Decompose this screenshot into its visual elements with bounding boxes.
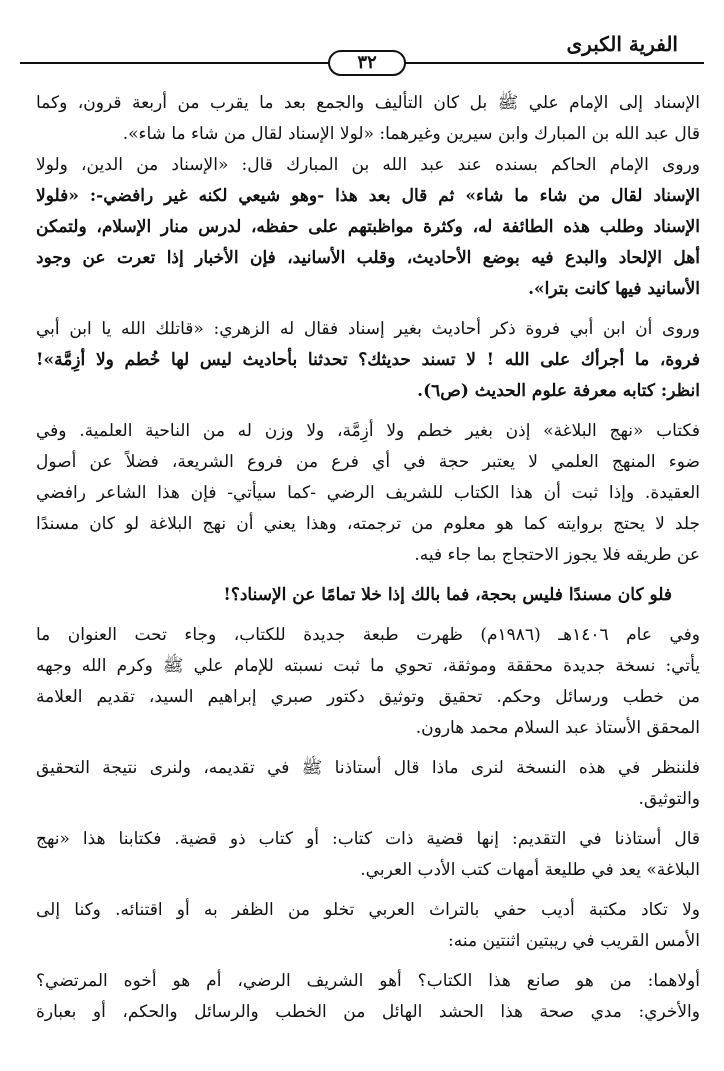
text-line: الإسناد إلى الإمام علي ﷺ بل كان التأليف والجمع بعد ما يقرب من أربعة قرون، وكما <box>36 93 700 113</box>
text-line: المحقق الأستاذ عبد السلام محمد هارون. <box>415 718 700 738</box>
text-line: ولا تكاد مكتبة أديب حفي بالتراث العربي تخلو من الظفر به أو اقتنائه. وكنا إلى <box>36 900 700 920</box>
text-line: الإسناد وطلب هذه الطائفة له، وكثرة مواظبتهم على حفظه، لدرس منار الإسلام، ولتمكن <box>36 217 700 237</box>
text-line: فروة، ما أجرأك على الله ! لا تسند حديثك؟ تحدثنا بأحاديث ليس لها خُطم ولا أزِمَّة»! <box>36 350 700 370</box>
text-line: عن طريقه فلا يجوز الاحتجاج بما جاء فيه. <box>414 545 700 565</box>
running-title: الفرية الكبرى <box>566 32 678 56</box>
text-line: العقيدة. وإذا ثبت أن هذا الكتاب للشريف الرضي -كما سيأتي- فإن هذا الشاعر رافضي <box>36 483 700 503</box>
text-line: والأخري: مدي صحة هذا الحشد الهائل من الخطب والرسائل والحكم، أو بعبارة <box>36 1002 700 1022</box>
text-line: الأمس القريب في ريبتين اثنتين منه: <box>448 931 700 951</box>
text-line: فكتاب «نهج البلاغة» إذن بغير خطم ولا أزِمَّة، ولا وزن له من الناحية العلمية. وفي <box>36 421 700 441</box>
text-line: انظر: كتابه معرفة علوم الحديث (ص٦). <box>417 381 700 401</box>
text-line: ضوء المنهج العلمي لا يعتبر حجة في أي فرع من فروع الشريعة، فضلاً عن أصول <box>36 452 700 472</box>
page-header <box>20 30 704 76</box>
text-line: وفي عام ١٤٠٦هـ (١٩٨٦م) ظهرت طبعة جديدة للكتاب، وجاء تحت العنوان ما <box>36 625 700 645</box>
text-line: أهل الإلحاد والبدع فيه بوضع الأحاديث، وقلب الأسانيد، فإن الأخبار إذا تعرت عن وجود <box>36 248 700 268</box>
text-line: من خطب ورسائل وحكم. تحقيق وتوثيق دكتور صبري إبراهيم السيد، تقديم العلامة <box>36 687 700 707</box>
text-line: فلو كان مسندًا فليس بحجة، فما بالك إذا خلا تمامًا عن الإسناد؟! <box>223 585 672 605</box>
text-line: قال عبد الله بن المبارك وابن سيرين وغيرهما: «لولا الإسناد لقال من شاء ما شاء». <box>122 124 700 144</box>
text-line: أولاهما: من هو صانع هذا الكتاب؟ أهو الشريف الرضي، أم هو أخوه المرتضي؟ <box>36 971 700 991</box>
text-line: وروى الإمام الحاكم بسنده عند عبد الله بن المبارك قال: «الإسناد من الدين، ولولا <box>36 155 700 175</box>
text-line: الأسانيد فيها كانت بترا». <box>528 279 700 299</box>
text-line: البلاغة» يعد في طليعة أمهات كتب الأدب العربي. <box>360 860 700 880</box>
text-line: الإسناد لقال من شاء ما شاء» ثم قال بعد هذا -وهو شيعي لكنه غير رافضي-: «فلولا <box>36 186 700 206</box>
text-line: وروى أن ابن أبي فروة ذكر أحاديث بغير إسناد فقال له الزهري: «قاتلك الله يا ابن أبي <box>36 319 700 339</box>
text-line: والتوثيق. <box>638 789 700 809</box>
page-number: ٣٢ <box>328 50 406 76</box>
text-line: يأتي: نسخة جديدة محققة وموثقة، تحوي ما ثبت نسبته للإمام علي ﷺ وكرم الله وجهه <box>36 656 700 676</box>
text-line: جلد لا يحتج بروايته كما هو معلوم من ترجمته، وهذا يعني أن نهج البلاغة لو كان مسندًا <box>36 514 700 534</box>
text-line: قال أستاذنا في التقديم: إنها قضية ذات كتاب: أو كتاب ذو قضية. فكتابنا هذا «نهج <box>36 829 700 849</box>
text-line: فلننظر في هذه النسخة لنرى ماذا قال أستاذنا ﷺ في تقديمه، ولنرى نتيجة التحقيق <box>36 758 700 778</box>
page-body <box>36 88 700 1028</box>
